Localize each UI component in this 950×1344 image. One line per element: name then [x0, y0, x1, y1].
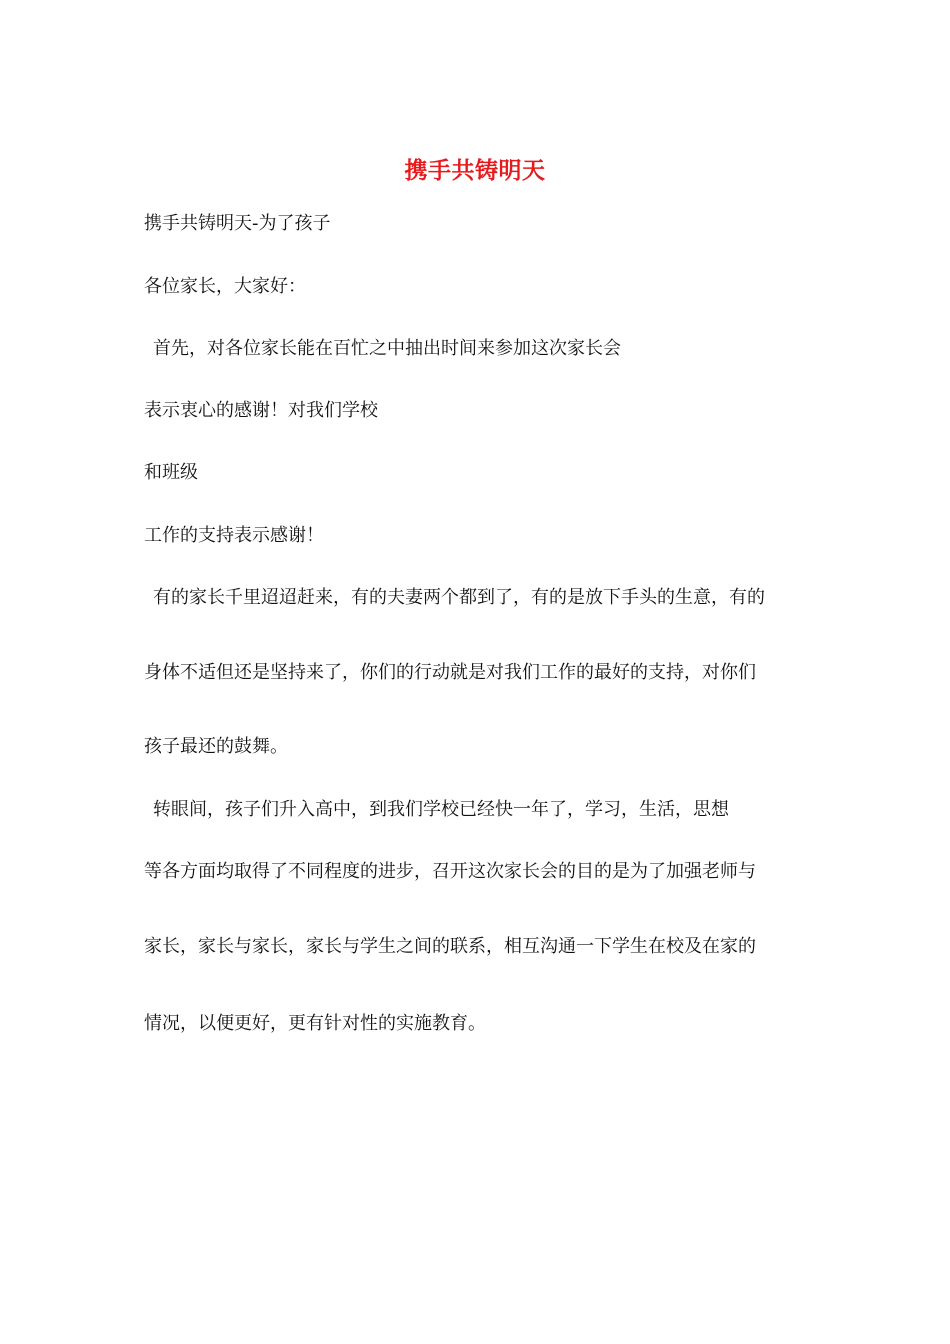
paragraph-line: 情况，以便更好，更有针对性的实施教育。: [144, 1013, 486, 1034]
subtitle-line: 携手共铸明天-为了孩子: [144, 213, 331, 234]
salutation-line: 各位家长，大家好：: [144, 276, 306, 297]
paragraph-line: 表示衷心的感谢！对我们学校: [144, 400, 378, 421]
paragraph-line: 孩子最还的鼓舞。: [144, 736, 288, 757]
paragraph-line: 首先，对各位家长能在百忙之中抽出时间来参加这次家长会: [153, 338, 621, 359]
paragraph-line: 工作的支持表示感谢！: [144, 525, 324, 546]
paragraph-line: 家长，家长与家长，家长与学生之间的联系，相互沟通一下学生在校及在家的: [144, 936, 756, 957]
paragraph-line: 转眼间，孩子们升入高中，到我们学校已经快一年了，学习，生活，思想: [153, 799, 729, 820]
paragraph-line: 有的家长千里迢迢赶来，有的夫妻两个都到了，有的是放下手头的生意，有的: [153, 587, 765, 608]
paragraph-line: 身体不适但还是坚持来了，你们的行动就是对我们工作的最好的支持，对你们: [144, 662, 756, 683]
paragraph-line: 和班级: [144, 462, 198, 483]
document-title: 携手共铸明天: [404, 157, 546, 184]
paragraph-line: 等各方面均取得了不同程度的进步，召开这次家长会的目的是为了加强老师与: [144, 861, 756, 882]
